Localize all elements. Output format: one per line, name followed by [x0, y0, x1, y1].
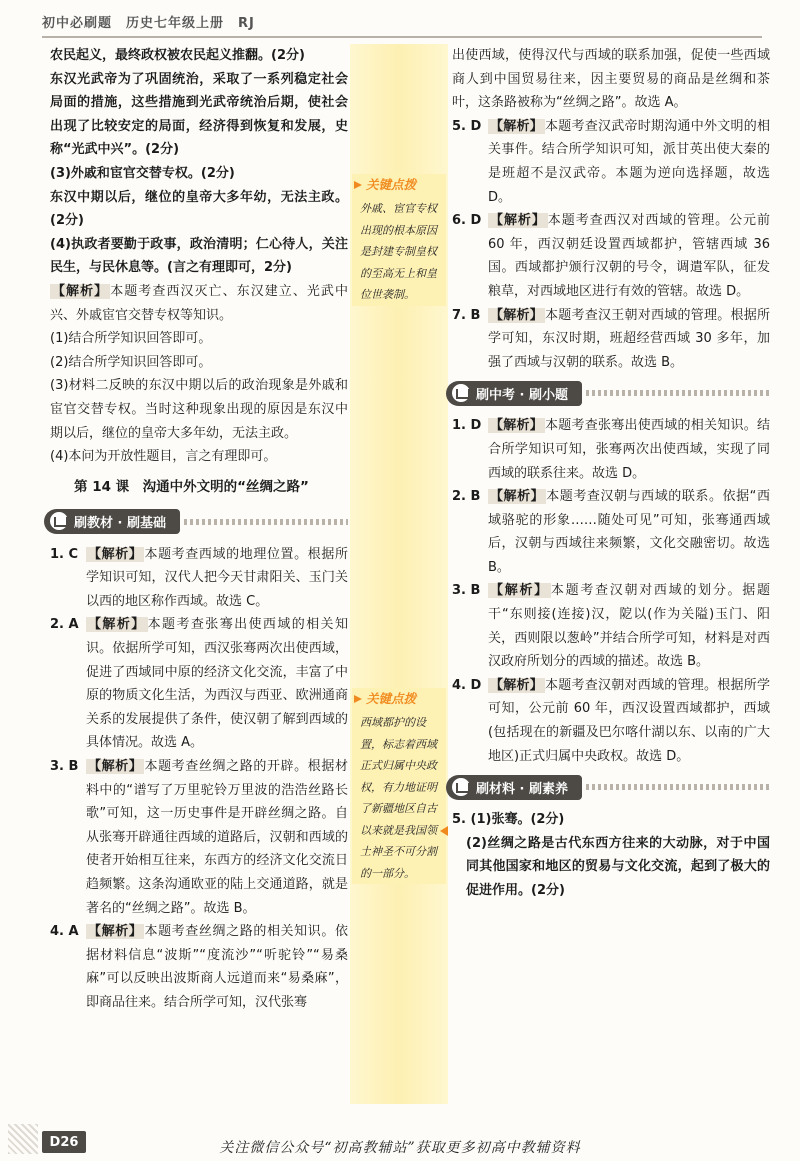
- answer-item: [50, 613, 348, 755]
- answer-line: 东汉中期以后，继位的皇帝大多年幼，无法主政。(2分): [50, 189, 348, 229]
- answer-number: 2. B: [452, 489, 481, 505]
- book-icon: [48, 510, 70, 532]
- banner-label: [44, 509, 180, 534]
- section-banner: [44, 509, 348, 535]
- banner-label: [446, 775, 582, 800]
- analysis-tag: 【解析】: [88, 546, 143, 562]
- analysis-tag: 【解析】: [490, 677, 543, 693]
- answer-number: 3. B: [50, 759, 79, 775]
- banner-text: 刷材料 · 刷素养: [476, 781, 568, 797]
- analysis-tag: 【解析】: [490, 118, 543, 134]
- analysis-tag: 【解析】: [88, 759, 143, 775]
- section-banner: [446, 380, 770, 406]
- answer-line: 农民起义，最终政权被农民起义推翻。(2分): [50, 48, 305, 63]
- book-icon: [450, 382, 472, 404]
- banner-rule: [586, 784, 770, 790]
- answer-text: 【解析】 本题考查汉朝对西域的划分。据题干“东则接(连接)汉，阸以(作为关隘)玉门、阳关，西则限以葱岭”并结合所学可知，材料是对西汉政府所划分的西域的描述。故选 B。: [488, 583, 770, 670]
- analysis-line: (1)结合所学知识回答即可。: [50, 331, 212, 347]
- answer-text: 【解析】 本题考查汉朝与西域的联系。依据“西域骆驼的形象……随处可见”可知，张骞通西域后，汉朝与西域往来频繁，文化交融密切。故选 B。: [488, 489, 770, 575]
- banner-rule: [586, 390, 770, 396]
- answer-text: 【解析】 本题考查张骞出使西域的相关知识。结合所学知识可知，张骞两次出使西域，实现了同西域的联系往来。故选 D。: [488, 418, 770, 481]
- answer-line: 东汉光武帝为了巩固统治，采取了一系列稳定社会局面的措施，这些措施到光武帝统治后期，使社会出现了比较安定的局面，经济得到恢复和发展，史称“光武中兴”。(2分): [50, 71, 348, 158]
- answer-number: 1. D: [452, 418, 482, 434]
- banner-label: [446, 381, 582, 406]
- answer-line: (3)外戚和宦官交替专权。(2分): [50, 165, 235, 181]
- answer-item: [452, 674, 770, 768]
- answer-line: 5. (1)张骞。(2分): [452, 812, 565, 828]
- answer-item: [452, 304, 770, 375]
- answer-text: 【解析】 本题考查张骞出使西域的相关知识。依据所学可知，西汉张骞两次出使西域，促进了西域同中原的经济文化交流，丰富了中原的物质文化生活，为西汉与西亚、欧洲通商关系的发展提供了条件，使汉朝了解到西域的具体情况。故选 A。: [86, 617, 348, 751]
- answer-item: [452, 115, 770, 209]
- answer-text: 【解析】 本题考查西汉对西域的管理。公元前 60 年，西汉朝廷设置西域都护，管辖西域 36 国。西域都护颁行汉朝的号令，调遣军队，征发粮草，对西域地区进行有效的管辖。故选 D。: [488, 213, 770, 299]
- analysis-tag: 【解析】: [88, 924, 143, 940]
- answer-text: 【解析】 本题考查汉王朝对西域的管理。根据所学可知，东汉时期，班超经营西域 30 多年，加强了西域与汉朝的联系。故选 B。: [488, 307, 770, 370]
- answer-item: [452, 485, 770, 579]
- answer-text: 【解析】 本题考查汉武帝时期沟通中外文明的相关事件。结合所学知识可知，派甘英出使大秦的是班超不是汉武帝。本题为逆向选择题，故选 D。: [488, 118, 770, 205]
- analysis-line: (2)结合所学知识回答即可。: [50, 354, 212, 370]
- lesson-title: 第 14 课 沟通中外文明的“丝绸之路”: [74, 478, 309, 495]
- answer-number: 2. A: [50, 617, 79, 633]
- answer-item: [452, 414, 770, 485]
- analysis-tag: 【解析】: [52, 283, 109, 299]
- banner-text: 刷中考 · 刷小题: [476, 387, 568, 403]
- analysis-line: 【解析】 本题考查西汉灭亡、东汉建立、光武中兴、外戚宦官交替专权等知识。: [50, 283, 348, 323]
- key-note: [352, 688, 446, 884]
- answer-line: (2)丝绸之路是古代东西方往来的大动脉，对于中国同其他国家和地区的贸易与文化交流，起到了极大的促进作用。(2分): [466, 835, 770, 898]
- answer-number: 4. D: [452, 677, 482, 693]
- page-number: D26: [42, 1131, 86, 1153]
- banner-text: 刷教材 · 刷基础: [74, 516, 166, 532]
- key-note: [352, 174, 446, 306]
- analysis-tag: 【解析】: [490, 307, 543, 323]
- banner-rule: [184, 519, 348, 525]
- analysis-tag: 【解析】: [88, 617, 146, 633]
- page-header: [42, 12, 762, 38]
- answer-number: 7. B: [452, 307, 481, 323]
- answer-number: 1. C: [50, 546, 79, 562]
- answer-item: [452, 579, 770, 673]
- answer-number: 6. D: [452, 213, 482, 229]
- footer-note: 关注微信公众号“初高教辅站”获取更多初高中教辅资料: [219, 1140, 581, 1156]
- header-title: 初中必刷题 历史七年级上册 RJ: [42, 16, 255, 31]
- answer-text: 【解析】 本题考查丝绸之路的开辟。根据材料中的“谱写了万里驼铃万里波的浩浩丝路长歌”可知，这一历史事件是开辟丝绸之路。自从张骞开辟通往西域的道路后，汉朝和西域的使者开始相互往来，东西方的经济文化交流日趋频繁。这条沟通欧亚的陆上交通道路，就是著名的“丝绸之路”。故选 B。: [86, 759, 348, 916]
- analysis-tag: 【解析】: [490, 583, 549, 599]
- answer-text: 【解析】 本题考查丝绸之路的相关知识。依据材料信息“波斯”“度流沙”“听驼铃”“易桑麻”可以反映出波斯商人远道而来“易桑麻”，即商品往来。结合所学可知，汉代张骞: [86, 924, 348, 1010]
- answer-text: 【解析】 本题考查汉朝对西域的管理。根据所学可知，公元前 60 年，西汉设置西域都护，西域(包括现在的新疆及巴尔喀什湖以东、以南的广大地区)正式归属中央政权。故选 D。: [488, 677, 770, 764]
- answer-text: 【解析】 本题考查西域的地理位置。根据所学知识可知，汉代人把今天甘肃阳关、玉门关以西的地区称作西域。故选 C。: [86, 546, 348, 609]
- answer-number: 4. A: [50, 924, 79, 940]
- key-note-body: 西域都护的设置，标志着西域正式归属中央政权，有力地证明了新疆地区自古以来就是我国领土神圣不可分割的一部分。: [360, 716, 437, 880]
- answer-line: (4)执政者要勤于政事，政治清明；仁心待人，关注民生，与民休息等。(言之有理即可，2分): [50, 236, 348, 276]
- key-note-title: 关键点拨: [352, 688, 446, 710]
- analysis-tag: 【解析】: [490, 213, 546, 229]
- continued-text: 出使西域，使得汉代与西域的联系加强，促使一些西域商人到中国贸易往来，因主要贸易的商品是丝绸和茶叶，这条路被称为“丝绸之路”。故选 A。: [452, 48, 770, 111]
- analysis-tag: 【解析】: [490, 418, 543, 434]
- answer-number: 3. B: [452, 583, 481, 599]
- key-note-body: 外戚、宦官专权出现的根本原因是封建专制皇权的至高无上和皇位世袭制。: [360, 202, 437, 301]
- section-banner: [446, 774, 770, 800]
- analysis-line: (3)材料二反映的东汉中期以后的政治现象是外戚和宦官交替专权。当时这种现象出现的原因是东汉中期以后，继位的皇帝大多年幼，无法主政。: [50, 378, 348, 441]
- answer-item: [50, 920, 348, 1014]
- key-note-title: 关键点拨: [352, 174, 446, 196]
- answer-number: 5. D: [452, 118, 482, 134]
- analysis-line: (4)本问为开放性题目，言之有理即可。: [50, 449, 277, 465]
- answer-item: [50, 755, 348, 920]
- arrow-pointer-icon: [440, 826, 448, 836]
- book-icon: [450, 776, 472, 798]
- answer-item: [452, 209, 770, 303]
- answer-item: [50, 543, 348, 614]
- analysis-tag: 【解析】: [490, 489, 545, 505]
- right-column: [452, 44, 770, 903]
- left-column: [50, 44, 348, 1015]
